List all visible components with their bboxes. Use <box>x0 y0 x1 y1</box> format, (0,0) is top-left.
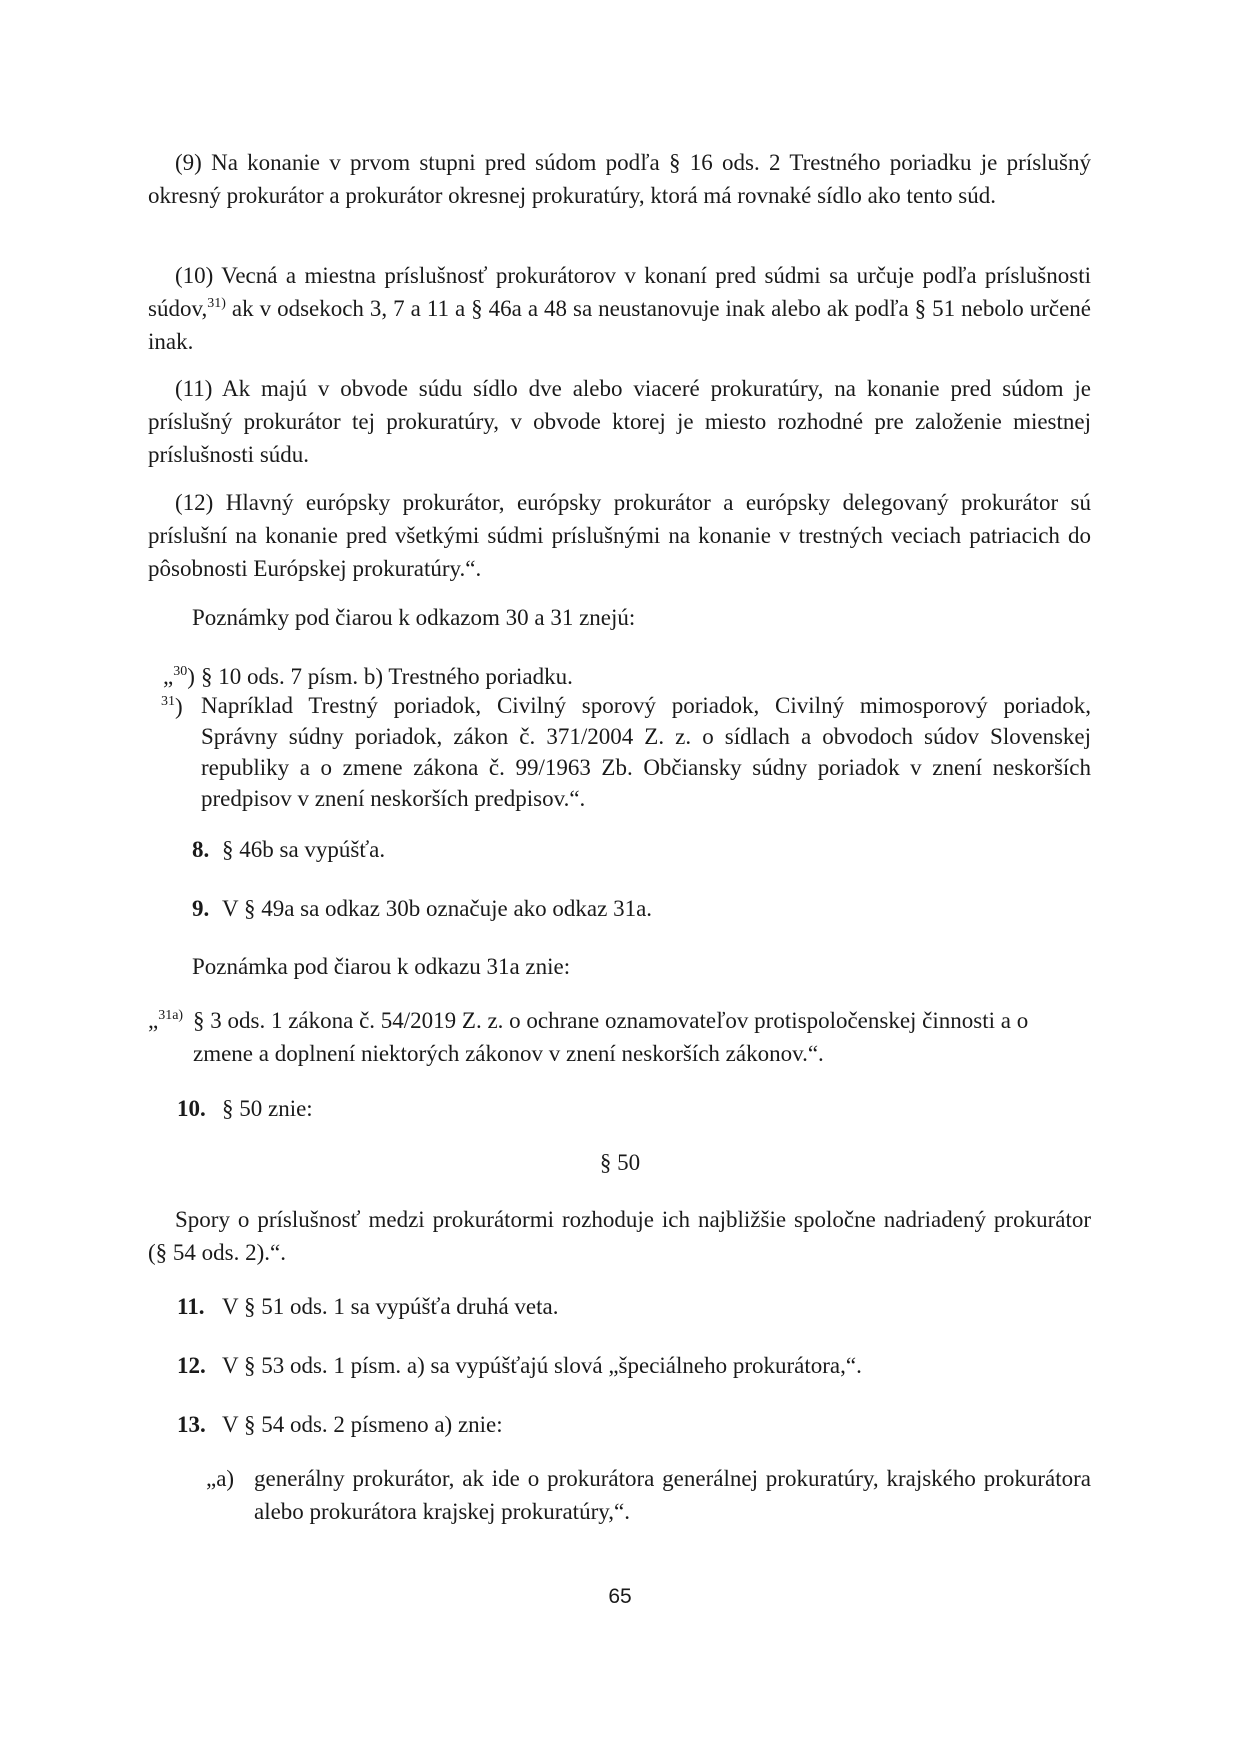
item-10-number: 10. <box>177 1096 206 1121</box>
item-9-number: 9. <box>192 896 210 921</box>
item-13-text: V § 54 ods. 2 písmeno a) znie: <box>222 1412 503 1437</box>
footnote-31-marker: $^{31}$) <box>161 694 183 719</box>
paragraph-9: (9) Na konanie v prvom stupni pred súdom podľa § 16 ods. 2 Trestného poriadku je príslušný okresný prokurátor a prokurátor okresnej prokuratúry, ktorá má rovnaké sídlo ako tento súd. <box>148 150 1091 208</box>
footnote-reference-31: 31) <box>207 296 226 311</box>
item-10-text: § 50 znie: <box>222 1096 313 1121</box>
footnotes-intro: Poznámky pod čiarou k odkazom 30 a 31 znejú: <box>192 605 636 630</box>
footnote-31-text: Napríklad Trestný poriadok, Civilný sporový poriadok, Civilný mimosporový poriadok, Správny súdny poriadok, zákon č. 371/2004 Z. z. o sídlach a obvodoch súdov Slovenskej republiky a o zmene zákona č. 99/1963 Zb. Občiansky súdny poriadok v znení neskorších predpisov v znení neskorších predpisov.“. <box>201 693 1091 811</box>
paragraph-10-text-b: ak v odsekoch 3, 7 a 11 a § 46a a 48 sa neustanovuje inak alebo ak podľa § 51 nebolo určené inak. <box>148 296 1091 354</box>
footnote-30-text: § 10 ods. 7 písm. b) Trestného poriadku. <box>201 664 573 689</box>
footnote-30-marker: „$^{30}$) <box>163 664 195 689</box>
footnote-31a-text: § 3 ods. 1 zákona č. 54/2019 Z. z. o ochrane oznamovateľov protispoločenskej činnosti a o zmene a doplnení niektorých zákonov v znení neskorších zákonov.“. <box>193 1008 1029 1066</box>
item-11-text: V § 51 ods. 1 sa vypúšťa druhá veta. <box>222 1294 559 1319</box>
item-8-text: § 46b sa vypúšťa. <box>222 837 386 862</box>
item-12-number: 12. <box>177 1353 206 1378</box>
section-50-text: Spory o príslušnosť medzi prokurátormi rozhoduje ich najbližšie spoločne nadriadený prokurátor (§ 54 ods. 2).“. <box>148 1207 1091 1265</box>
section-50-heading: § 50 <box>599 1150 641 1175</box>
page-number: 65 <box>608 1585 632 1608</box>
footnote-31a-marker: „$^{31a)}$ <box>148 1008 184 1033</box>
footnote-intro-31a: Poznámka pod čiarou k odkazu 31a znie: <box>192 954 571 979</box>
item-9-text: V § 49a sa odkaz 30b označuje ako odkaz 31a. <box>222 896 653 921</box>
paragraph-10-text-a: (10) Vecná a miestna príslušnosť prokurátorov v konaní pred súdmi sa určuje podľa príslušnosti súdov, <box>148 263 1091 321</box>
letter-a-text: generálny prokurátor, ak ide o prokurátora generálnej prokuratúry, krajského prokurátora alebo prokurátora krajskej prokuratúry,“. <box>254 1466 1091 1524</box>
item-12-text: V § 53 ods. 1 písm. a) sa vypúšťajú slová „špeciálneho prokurátora,“. <box>222 1353 862 1378</box>
item-11-number: 11. <box>177 1294 205 1319</box>
item-8-number: 8. <box>192 837 210 862</box>
paragraph-12: (12) Hlavný európsky prokurátor, európsky prokurátor a európsky delegovaný prokurátor sú príslušní na konanie pred všetkými súdmi príslušnými na konanie v trestných veciach patriacich do pôsobnosti Európskej prokuratúry.“. <box>148 490 1091 581</box>
item-13-number: 13. <box>177 1412 206 1437</box>
paragraph-11: (11) Ak majú v obvode súdu sídlo dve alebo viaceré prokuratúry, na konanie pred súdom je príslušný prokurátor tej prokuratúry, v obvode ktorej je miesto rozhodné pre založenie miestnej príslušnosti súdu. <box>148 376 1091 467</box>
letter-a-marker: „a) <box>206 1466 235 1491</box>
paragraph-10 <box>148 259 1091 358</box>
